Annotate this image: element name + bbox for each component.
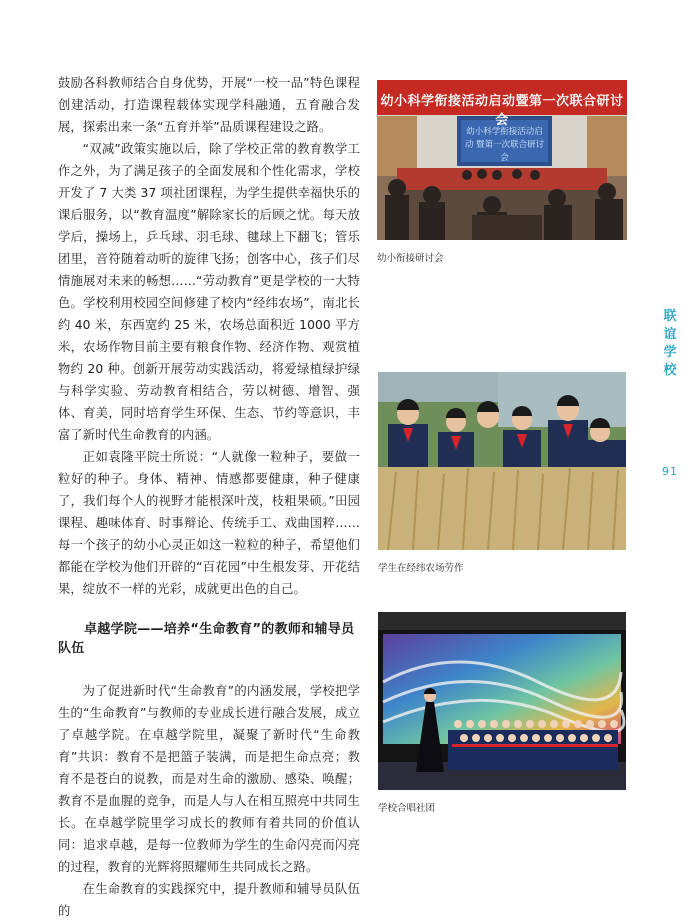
meeting-photo bbox=[377, 80, 627, 240]
meeting-banner: 幼小科学衔接活动启动暨第一次联合研讨会 bbox=[380, 94, 624, 128]
choir-scene-image bbox=[378, 612, 626, 790]
meeting-screen-text: 幼小科学衔接活动启动 暨第一次联合研讨会 bbox=[464, 127, 545, 163]
section-heading: 卓越学院——培养“生命教育”的教师和辅导员队伍 bbox=[58, 622, 355, 656]
paragraph-4: 为了促进新时代“生命教育”的内涵发展，学校把学生的“生命教育”与教师的专业成长进行融合发展，成立了卓越学院。在卓越学院里，凝聚了新时代“生命教育”共识：教育不是把篮子装满，而是把生命点亮；教育不是苍白的说教，而是对生命的激励、感染、唤醒；教育不是血腥的竞争，而是人与人在相互照亮中共同生长。在卓越学院里学习成长的教师有着共同的价值认同：追求卓越，是每一位教师为学生的生命闪亮而闪亮的过程，教育的光辉将照耀师生共同成长之路。 bbox=[58, 684, 360, 874]
page-number: 91 bbox=[662, 465, 678, 478]
meeting-caption: 幼小衔接研讨会 bbox=[377, 253, 444, 264]
side-label-char-2: 谊 bbox=[663, 327, 677, 342]
section-side-label bbox=[662, 308, 678, 380]
side-label-char-4: 校 bbox=[663, 363, 677, 378]
paragraph-2: “双减”政策实施以后，除了学校正常的教育教学工作之外，为了满足孩子的全面发展和个性化需求，学校开发了 7 大类 37 项社团课程，为学生提供幸福快乐的课后服务，以“教育温度”解除家长的后顾之忧。每天放学后，操场上，乒乓球、羽毛球、毽球上下翻飞；管乐团里，音符随着动听的旋律飞扬；创客中心，孩子们尽情施展对未来的畅想……“劳动教育”更是学校的一大特色。学校利用校园空间修建了校内“经纬农场”，南北长约 40 米，东西宽约 25 米，农场总面积近 1000 平方米，农场作物目前主要有粮食作物、经济作物、观赏植物约 20 种。创新开展劳动实践活动，将爱绿植绿护绿与科学实验、劳动教育相结合，劳以树德、增智、强体、育美，同时培育学生环保、生态、节约等意识，丰富了新时代生命教育的内涵。 bbox=[58, 142, 360, 442]
choir-photo bbox=[378, 612, 626, 790]
farm-photo bbox=[378, 372, 626, 550]
farm-caption: 学生在经纬农场劳作 bbox=[378, 563, 464, 574]
paragraph-3: 正如袁隆平院士所说：“人就像一粒种子，要做一粒好的种子。身体、精神、情感都要健康，种子健康了，我们每个人的视野才能根深叶茂，枝粗果硕。”田园课程、趣味体育、时事辩论、传统手工、戏曲国粹……每一个孩子的幼小心灵正如这一粒粒的种子，希望他们都能在学校为他们开辟的“百花园”中生根发芽、开花结果，绽放不一样的光彩，成就更出色的自己。 bbox=[58, 450, 360, 596]
farm-scene-image bbox=[378, 372, 626, 550]
choir-caption: 学校合唱社团 bbox=[378, 803, 436, 814]
side-label-char-1: 联 bbox=[663, 309, 677, 324]
article-text-column bbox=[58, 72, 360, 922]
paragraph-5: 在生命教育的实践探究中，提升教师和辅导员队伍的 bbox=[58, 882, 360, 918]
paragraph-1: 鼓励各科教师结合自身优势，开展“一校一品”特色课程创建活动，打造课程载体实现学科融通，五育融合发展，探索出来一条“五育并举”品质课程建设之路。 bbox=[58, 76, 360, 134]
side-label-char-3: 学 bbox=[663, 345, 677, 360]
